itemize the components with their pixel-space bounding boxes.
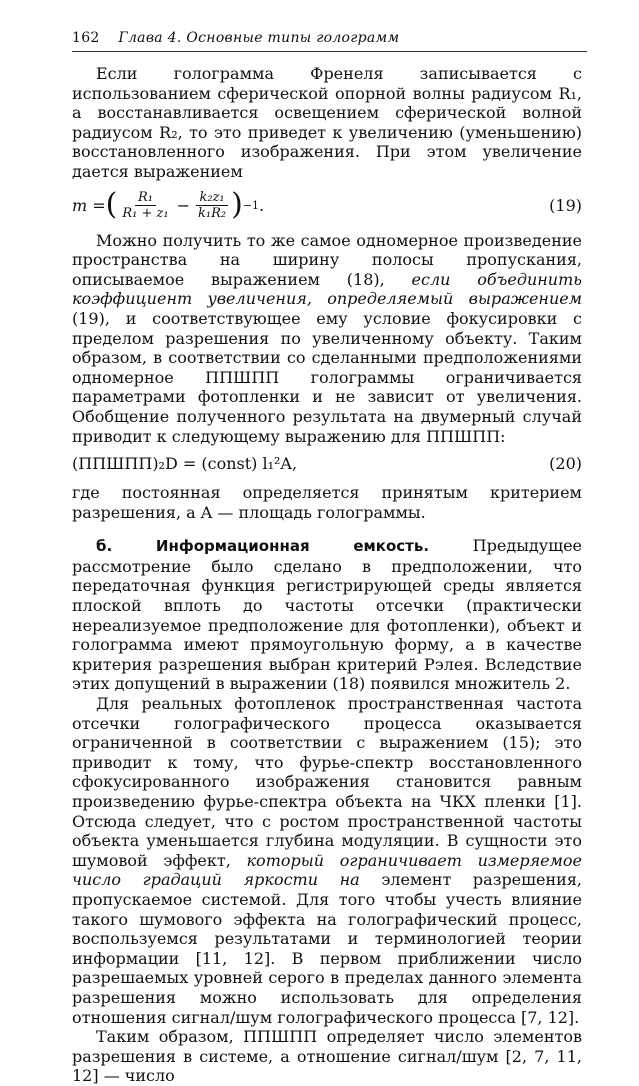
running-title: Глава 4. Основные типы голограмм — [118, 30, 400, 46]
section-title: б. Информационная емкость. — [96, 537, 430, 556]
paragraph-2: Можно получить то же самое одномерное произведение пространства на ширину полосы пропускания, описываемое выражением (18), если объединить коэффициент увеличения, определяемый выражением (19), и соответствующее ему условие фокусировки с пределом разрешения по увеличенному объекту. Таким образом, в соответствии со сделанными предположениями одномерное ППШПП голограммы ограничивается параметрами фотопленки и не зависит от увеличения. Обобщение полученного результата на двумерный случай приводит к следующему выражению для ППШПП: — [72, 230, 582, 446]
page-number: 162 — [72, 30, 100, 46]
paragraph-5: Для реальных фотопленок пространственная частота отсечки голографического процесса оказывается ограниченной в соответствии с выражением (15); это приводит к тому, что фурье-спектр восстановленного сфокусированного изображения становится равным произведению фурье-спектра объекта на ЧКХ пленки [1]. Отсюда следует, что с ростом пространственной частоты объекта уменьшается глубина модуляции. В сущности это шумовой эффект, который ограничивает измеряемое число градаций яркости на элемент разрешения, пропускаемое системой. Для того чтобы учесть влияние такого шумового эффекта на голографический процесс, воспользуемся результатами и терминологией теории информации [11, 12]. В первом приближении число разрешаемых уровней серого в пределах данного элемента разрешения можно использовать для определения отношения сигнал/шум голографического процесса [7, 12]. — [72, 694, 583, 1027]
running-header — [72, 30, 587, 46]
fraction-1: $\frac{\text{R₁}}{\text{R₁ + z₁}}$ — [122, 189, 169, 221]
equation-20-expression: (ППШПП)₂D = (const) l₁²A, — [72, 454, 298, 474]
paragraph-3: где постоянная определяется принятым критерием разрешения, а A — площадь голограммы. — [72, 483, 582, 522]
paragraph-4: б. Информационная емкость. Предыдущее рассмотрение было сделано в предположении, что передаточная функция регистрирующей среды является плоской вплоть до частоты отсечки (практически нереализуемое предположение для фотопленки), объект и голограмма имеют прямоугольную форму, а в качестве критерия разрешения выбран критерий Рэлея. Вследствие этих допущений в выражении (18) появился множитель 2. — [72, 536, 582, 694]
equation-19-expression: m = ( $\frac{\text{R₁}}{\text{R₁ + z₁}}$ − $\frac{\text{k₂z₁}}{\text{k₁R₂}}$ ) −1 . — [72, 187, 265, 223]
page-body — [72, 64, 582, 1086]
fraction-2: $\frac{\text{k₂z₁}}{\text{k₁R₂}}$ — [198, 189, 227, 221]
paragraph-1: Если голограмма Френеля записывается с использованием сферической опорной волны радиусом R₁, а восстанавливается освещением сферической волной радиусом R₂, то это приведет к увеличению (уменьшению) восстановленного изображения. При этом увеличение дается выражением — [72, 64, 582, 181]
equation-19-number: (19) — [549, 195, 582, 215]
equation-19 — [72, 187, 582, 223]
equation-20-number: (20) — [549, 454, 582, 474]
paragraph-6: Таким образом, ППШПП определяет число элементов разрешения в системе, а отношение сигнал/шум [2, 7, 11, 12] — число — [72, 1027, 582, 1086]
header-rule — [72, 51, 587, 52]
equation-20 — [72, 454, 582, 473]
